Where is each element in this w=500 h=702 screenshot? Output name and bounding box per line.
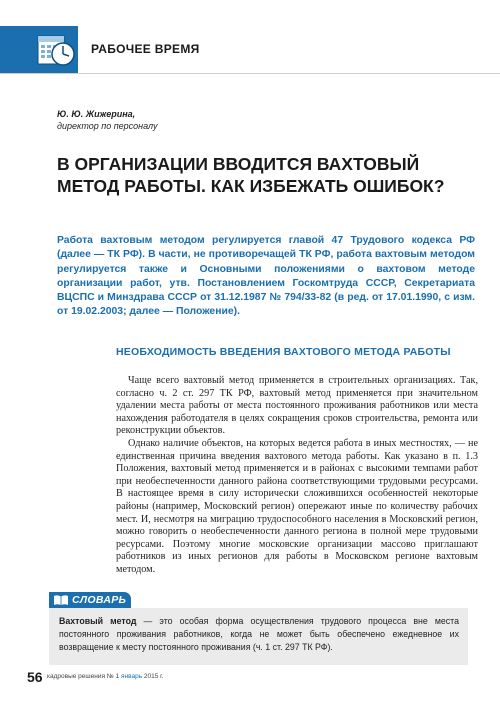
author-position: директор по персоналу [57,121,158,131]
glossary-term: Вахтовый метод [59,616,137,626]
page-number: 56 [27,669,43,685]
publication-month: январь [120,673,143,680]
header-divider [0,73,500,74]
author-block [57,108,158,132]
publication-name: кадровые решения № 1 [47,673,120,680]
article-body [116,375,478,577]
publication-info [47,673,164,680]
publication-year: 2015 г. [143,673,164,680]
body-paragraph: Однако наличие объектов, на которых ведется работа в иных местностях, — не единственная причина введения вахтового метода работы. Как указано в п. 1.3 Положения, вахтовый метод применяется и в районах с высокими темпами работ при необеспеченности данного района соответствующими трудовыми ресурсами. В настоящее время в силу исторически сложившихся особенностей некоторые районы (например, Московский регион) опережают иные по количеству рабочих мест. И, несмотря на миграцию трудоспособного населения в Московский регион, можно говорить о необеспеченности данного региона в полной мере трудовыми ресурсами. Поэтому многие московские организации массово приглашают работников из иных регионов для работы в Московском регионе вахтовым методом. [116,437,478,575]
open-book-icon [53,594,69,606]
article-title: В ОРГАНИЗАЦИИ ВВОДИТСЯ ВАХТОВЫЙ МЕТОД РАБОТЫ. КАК ИЗБЕЖАТЬ ОШИБОК? [57,154,445,196]
section-title: РАБОЧЕЕ ВРЕМЯ [91,42,200,56]
glossary-tab-label: СЛОВАРЬ [72,594,127,606]
glossary-definition: — это особая форма осуществления трудового процесса вне места постоянного проживания работников, когда не может быть обеспечено ежедневное их возвращение к месту постоянного проживания (ч. 1 ст. 297 ТК РФ). [59,616,460,652]
calendar-clock-icon [34,28,78,72]
article-lead: Работа вахтовым методом регулируется главой 47 Трудового кодекса РФ (далее — ТК РФ). В части, не противоречащей ТК РФ, работа вахтовым методом регулируется также и Основными положениями о вахтовом методе организации работ, утв. Постановлением Госкомтруда СССР, Секретариата ВЦСПС и Минздрава СССР от 31.12.1987 № 794/33-82 (в ред. от 17.01.1990, с изм. от 19.02.2003; далее — Положение). [57,235,475,318]
glossary-text [59,615,459,654]
author-name: Ю. Ю. Жижерина, [57,109,136,119]
section-header [0,26,500,74]
section-heading: НЕОБХОДИМОСТЬ ВВЕДЕНИЯ ВАХТОВОГО МЕТОДА РАБОТЫ [116,346,451,358]
body-paragraph: Чаще всего вахтовый метод применяется в строительных организациях. Так, согласно ч. 2 ст. 297 ТК РФ, вахтовый метод применяется при значительном удалении места работы от места постоянного проживания работников или места нахождения работодателя в целях сокращения сроков строительства, ремонта или реконструкции объектов. [116,375,478,437]
